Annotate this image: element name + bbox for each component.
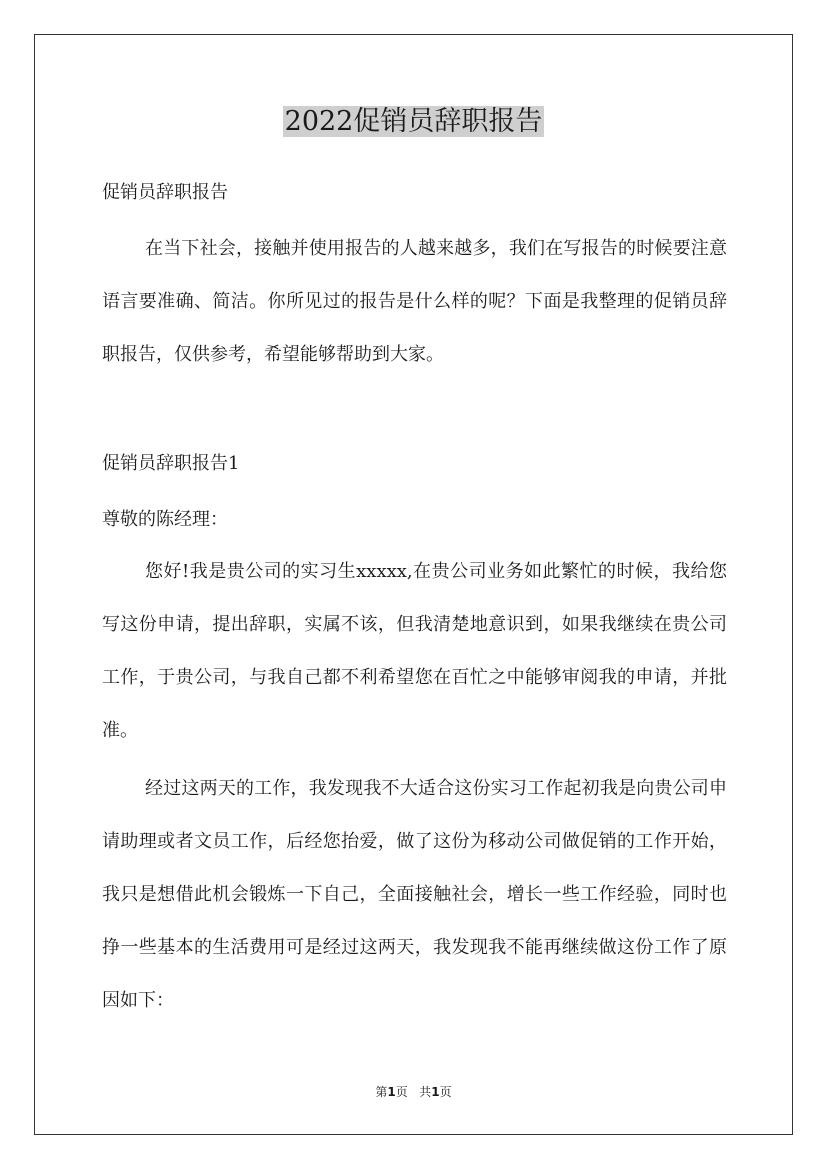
footer-total-suffix: 页	[439, 1085, 452, 1099]
footer-page-suffix: 页	[395, 1085, 408, 1099]
footer-total-prefix: 共	[419, 1085, 432, 1099]
page-footer	[0, 1084, 827, 1100]
footer-page-number: 1	[387, 1085, 396, 1099]
intro-paragraph: 在当下社会，接触并使用报告的人越来越多，我们在写报告的时候要注意语言要准确、简洁。你所见过的报告是什么样的呢？下面是我整理的促销员辞职报告，仅供参考，希望能够帮助到大家。	[102, 238, 727, 365]
footer-page-prefix: 第	[375, 1085, 388, 1099]
document-subtitle: 促销员辞职报告	[102, 182, 228, 203]
section-heading: 促销员辞职报告1	[102, 453, 240, 474]
body-paragraph-2: 经过这两天的工作，我发现我不大适合这份实习工作起初我是向贵公司申请助理或者文员工作，后经您抬爱，做了这份为移动公司做促销的工作开始，我只是想借此机会锻炼一下自己，全面接触社会，增长一些工作经验，同时也挣一些基本的生活费用可是经过这两天，我发现我不能再继续做这份工作了原因如下：	[102, 778, 727, 1011]
salutation: 尊敬的陈经理：	[102, 509, 228, 530]
footer-total-number: 1	[431, 1085, 440, 1099]
body-paragraph-1: 您好!我是贵公司的实习生xxxxx,在贵公司业务如此繁忙的时候，我给您写这份申请，提出辞职，实属不该，但我清楚地意识到，如果我继续在贵公司工作，于贵公司，与我自己都不利希望您在百忙之中能够审阅我的申请，并批准。	[102, 561, 727, 741]
title-text: 2022促销员辞职报告	[284, 106, 543, 137]
document-title	[0, 104, 827, 140]
